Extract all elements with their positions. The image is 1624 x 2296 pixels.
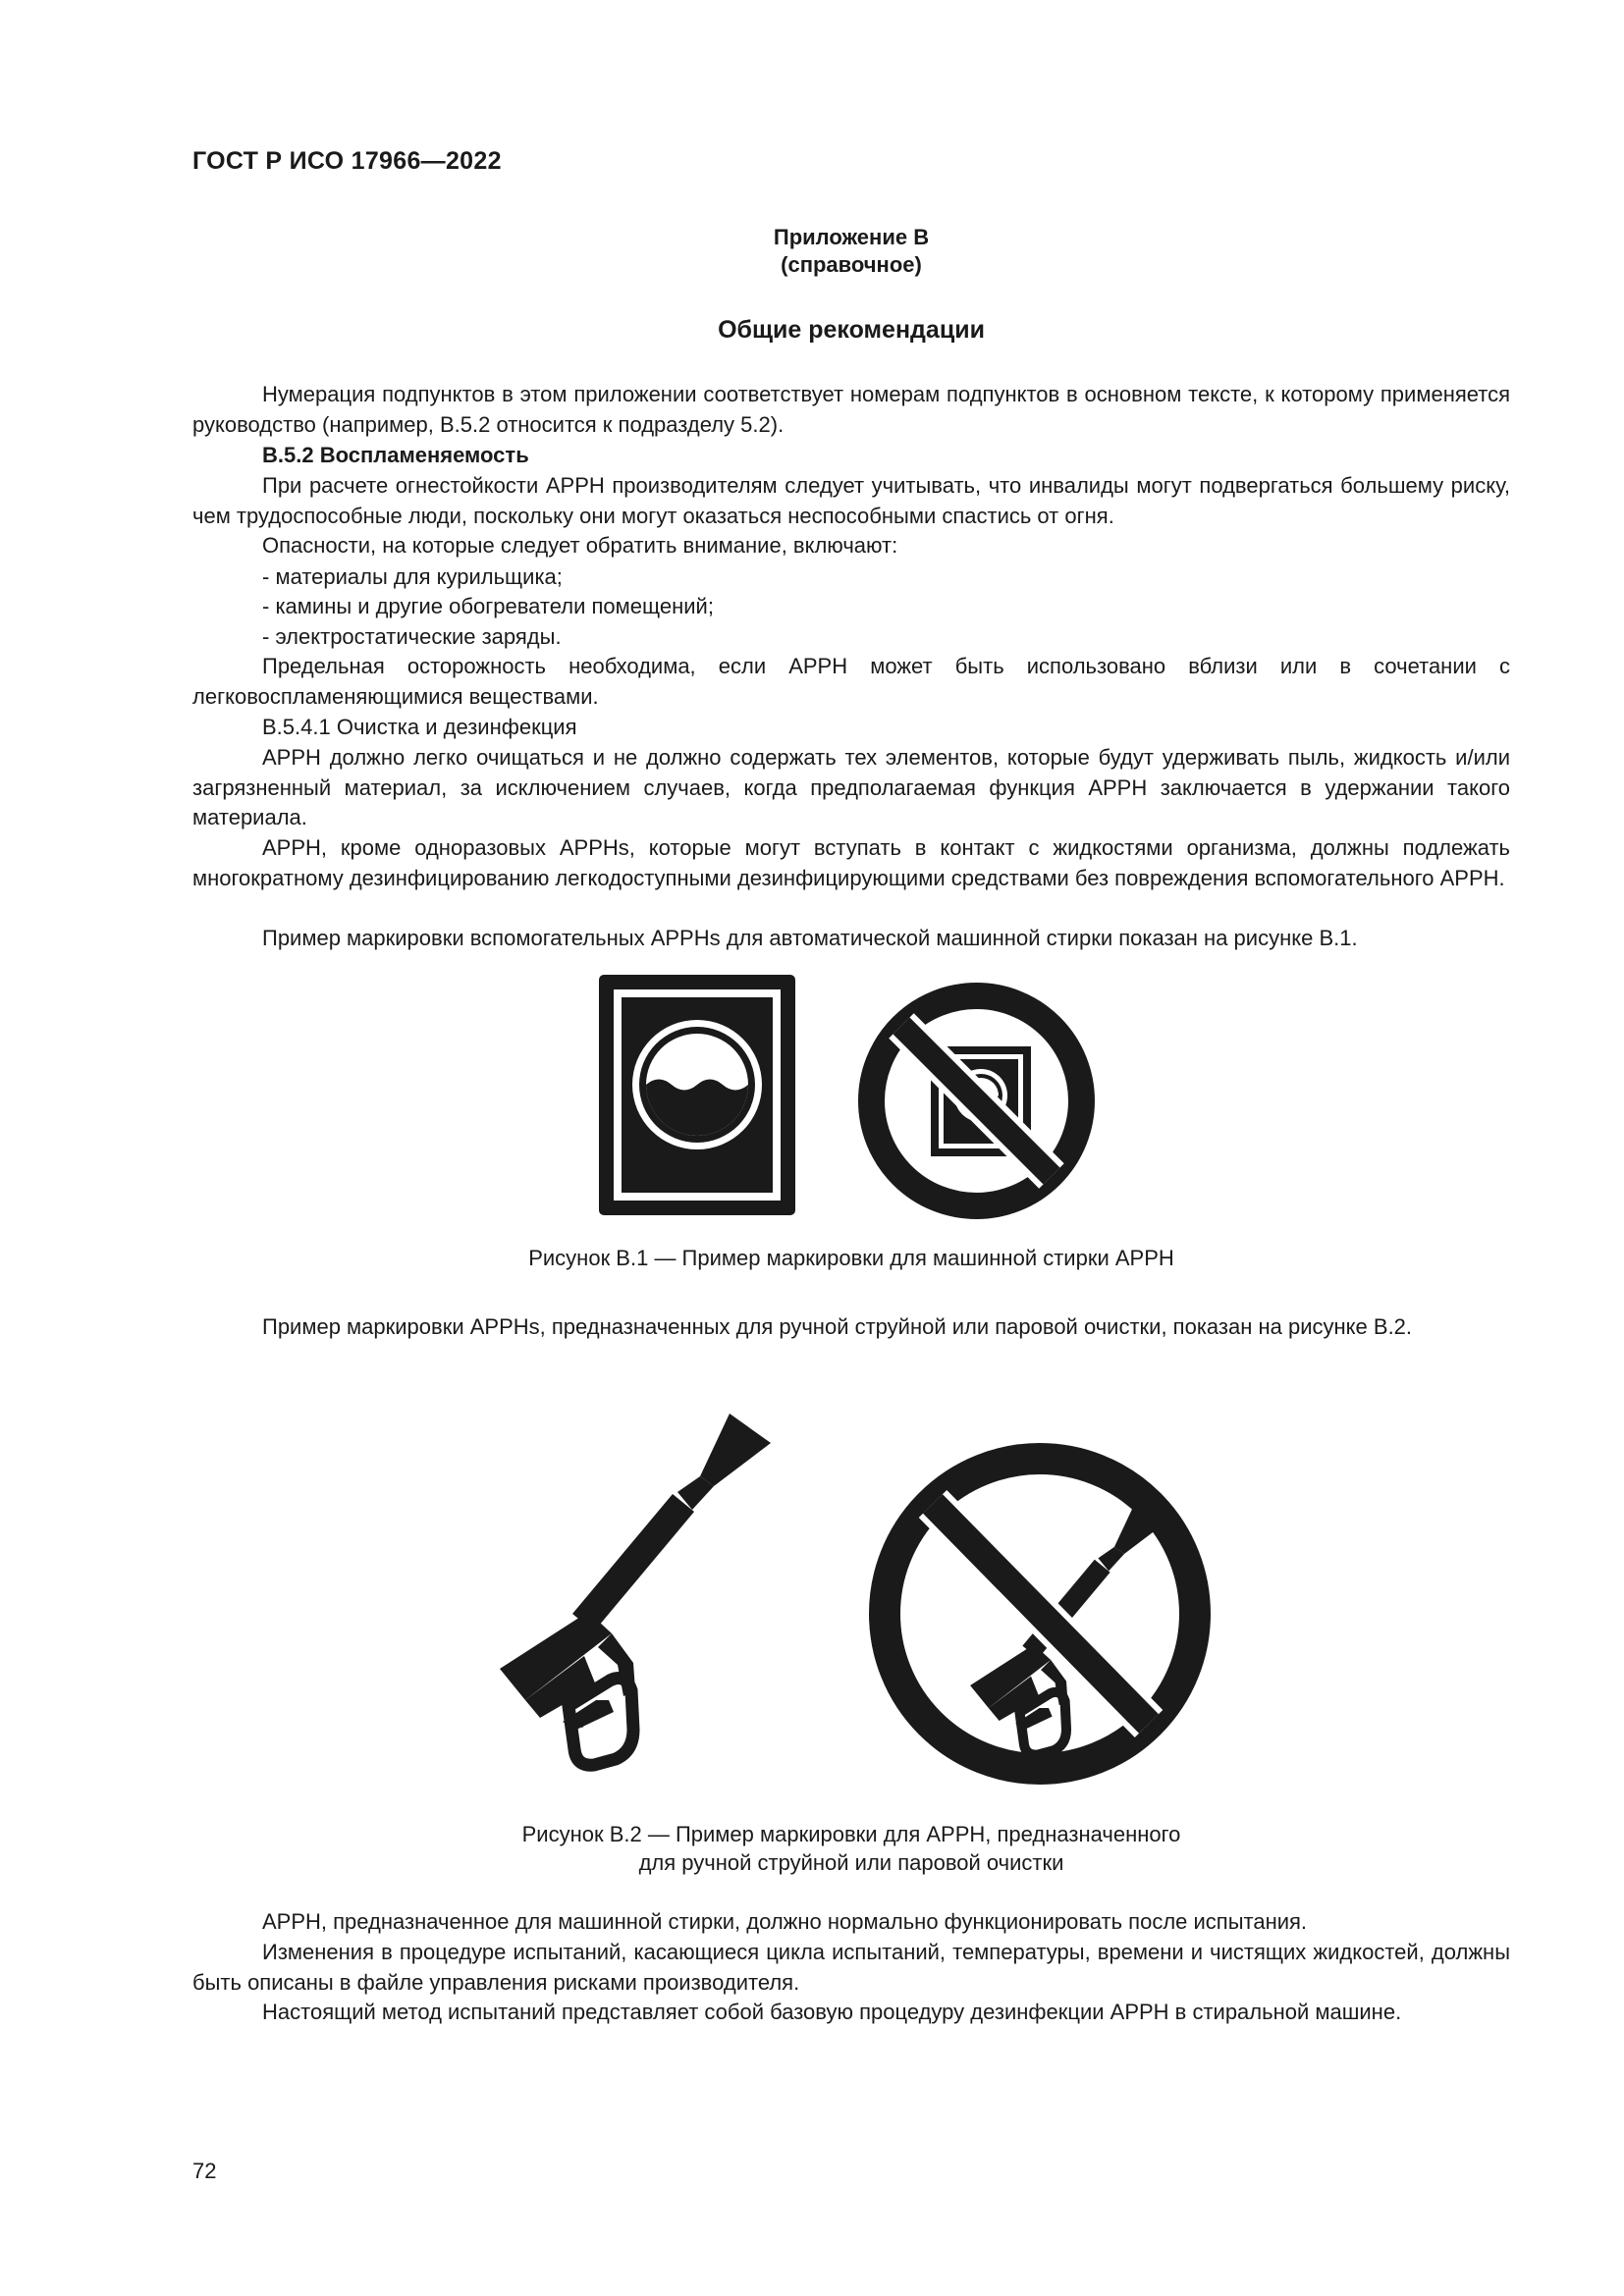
paragraph-after-test: АРРН, предназначенное для машинной стирки, должно нормально функционировать после испытания.	[262, 1909, 1308, 1934]
subsection-heading-cleaning: В.5.4.1 Очистка и дезинфекция	[262, 715, 577, 739]
appendix-subtitle: (справочное)	[781, 252, 922, 277]
section-title: Общие рекомендации	[718, 316, 985, 344]
figure-b2-caption-line1: Рисунок В.2 — Пример маркировки для АРРН, предназначенного	[521, 1822, 1181, 1846]
list-item: - материалы для курильщика;	[262, 564, 563, 589]
figure-b2-caption	[192, 1820, 1510, 1877]
no-machine-wash-icon	[857, 982, 1096, 1220]
paragraph-numbering: Нумерация подпунктов в этом приложении соответствует номерам подпунктов в основном тексте, к которому применяется руководство (например, В.5.2 относится к подразделу 5.2).	[192, 382, 1510, 437]
appendix-title: Приложение В	[773, 225, 930, 249]
figure-b1-caption: Рисунок В.1 — Пример маркировки для машинной стирки АРРН	[528, 1246, 1174, 1270]
spray-gun-icon	[486, 1406, 790, 1793]
subsection-heading-flammability: В.5.2 Воспламеняемость	[262, 443, 529, 467]
page-number: 72	[192, 2159, 217, 2183]
paragraph-test-method: Настоящий метод испытаний представляет собой базовую процедуру дезинфекции АРРН в стиральной машине.	[262, 2000, 1402, 2024]
washing-machine-icon	[599, 975, 795, 1215]
paragraph-disinfection: АРРН, кроме одноразовых АРРНs, которые могут вступать в контакт с жидкостями организма, должны подлежать многократному дезинфицированию легкодоступными дезинфицирующими средствами без повреждения вспомогательного АРРН.	[192, 835, 1510, 890]
paragraph-fire-resistance: При расчете огнестойкости АРРН производителям следует учитывать, что инвалиды могут подвергаться большему риску, чем трудоспособные люди, поскольку они могут оказаться неспособными спастись от огня.	[192, 473, 1510, 528]
paragraph-caution: Предельная осторожность необходима, если АРРН может быть использовано вблизи или в сочетании с легковоспламеняющимися веществами.	[192, 654, 1510, 709]
paragraph-hazards-intro: Опасности, на которые следует обратить внимание, включают:	[262, 533, 898, 558]
paragraph-figure-b2-ref: Пример маркировки АРРНs, предназначенных для ручной струйной или паровой очистки, показан на рисунке В.2.	[262, 1314, 1413, 1339]
list-item: - электростатические заряды.	[262, 624, 562, 649]
paragraph-cleaning: АРРН должно легко очищаться и не должно содержать тех элементов, которые будут удерживать пыль, жидкость и/или загрязненный материал, за исключением случаев, когда предполагаемая функция АРРН заключается в удержании такого материала.	[192, 745, 1510, 830]
document-code: ГОСТ Р ИСО 17966—2022	[192, 147, 502, 175]
paragraph-procedure-changes: Изменения в процедуре испытаний, касающиеся цикла испытаний, температуры, времени и чистящих жидкостей, должны быть описаны в файле управления рисками производителя.	[192, 1940, 1510, 1995]
appendix-heading	[192, 224, 1510, 279]
list-item: - камины и другие обогреватели помещений;	[262, 594, 714, 618]
figure-b2-caption-line2: для ручной струйной или паровой очистки	[638, 1850, 1064, 1875]
paragraph-figure-b1-ref: Пример маркировки вспомогательных АРРНs для автоматической машинной стирки показан на рисунке В.1.	[262, 926, 1358, 950]
no-pressure-wash-icon	[862, 1435, 1218, 1793]
